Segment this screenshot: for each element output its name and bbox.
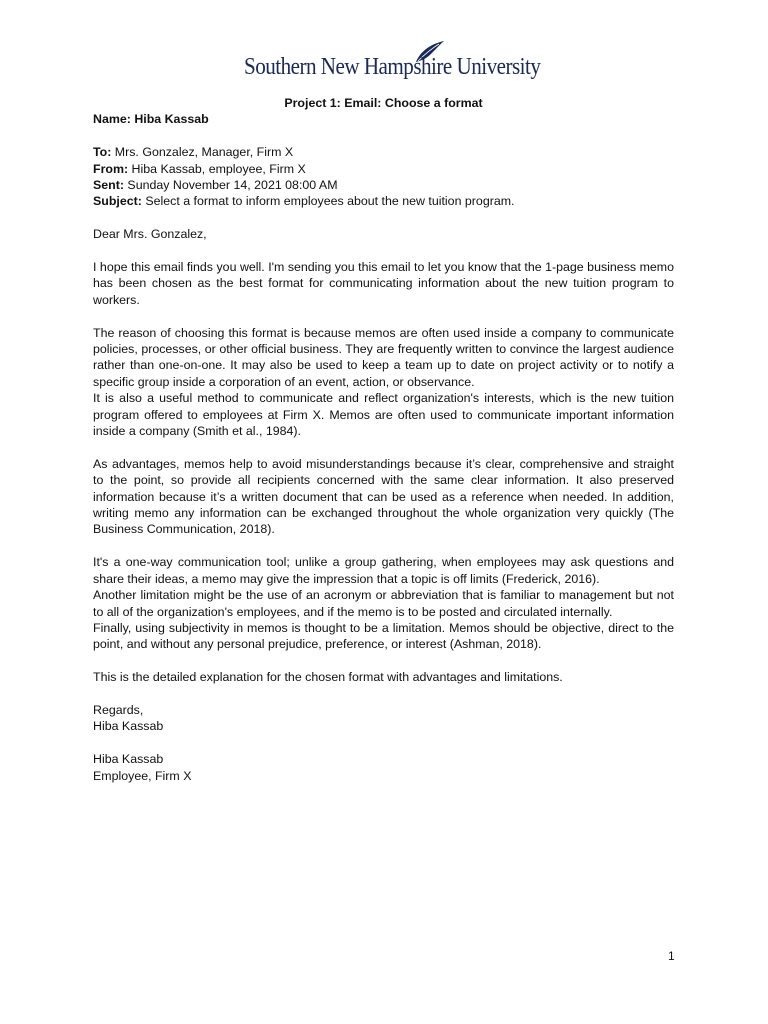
paragraph-subjectivity: Finally, using subjectivity in memos is thought to be a limitation. Memos should be objective, direct to the point, and without any personal prejudice, preference, or interest (Ashman, 2018). <box>93 620 674 652</box>
signature-title: Employee, Firm X <box>93 768 192 783</box>
sent-line <box>93 177 674 193</box>
sent-value: Sunday November 14, 2021 08:00 AM <box>123 178 338 193</box>
to-label: To: <box>93 145 112 160</box>
paragraph-intro: I hope this email finds you well. I'm sending you this email to let you know that the 1-page business memo has been chosen as the best format for communicating information about the new tuition program to workers. <box>93 260 674 307</box>
from-value: Hiba Kassab, employee, Firm X <box>128 161 306 176</box>
paragraph-reason: The reason of choosing this format is because memos are often used inside a company to communicate policies, processes, or other official business. They are frequently written to convince the largest audience rather than one-on-one. It may also be used to keep a team up to date on project activity or to notify a specific group inside a corporation of an event, action, or observance. <box>93 325 674 389</box>
from-line <box>93 161 674 177</box>
regards-name: Hiba Kassab <box>93 719 164 734</box>
paragraph-useful-method: It is also a useful method to communicate and reflect organization's interests, which is the new tuition program offered to employees at Firm X. Memos are often used to communicate important information inside a company (Smith et al., 1984). <box>93 391 674 439</box>
university-logo <box>244 40 541 84</box>
subject-label: Subject: <box>93 194 142 209</box>
subject-value: Select a format to inform employees about the new tuition program. <box>141 194 515 209</box>
to-line <box>93 144 674 160</box>
signature-name: Hiba Kassab <box>93 752 164 767</box>
paragraph-acronym: Another limitation might be the use of an acronym or abbreviation that is familiar to management but not to all of the organization's employees, and if the memo is to be posted and circulated internally. <box>93 588 674 619</box>
salutation: Dear Mrs. Gonzalez, <box>93 227 207 242</box>
paragraph-conclusion: This is the detailed explanation for the chosen format with advantages and limitations. <box>93 670 563 685</box>
paragraph-advantages: As advantages, memos help to avoid misunderstandings because it’s clear, comprehensive and straight to the point, so provide all recipients concerned with the same clear information. It also preserved information because it’s a written document that can be used as a reference when needed. In addition, writing memo any information can be exchanged throughout the whole organization very quickly (The Business Communication, 2018). <box>93 456 674 537</box>
email-header <box>93 144 674 210</box>
regards: Regards, <box>93 702 144 717</box>
page-title: Project 1: Email: Choose a format <box>284 96 483 110</box>
author-name: Name: Hiba Kassab <box>93 112 209 127</box>
email-body <box>93 95 674 784</box>
sent-label: Sent: <box>93 178 124 193</box>
to-value: Mrs. Gonzalez, Manager, Firm X <box>111 145 294 160</box>
university-logo-text: Southern New Hampshire University <box>244 54 541 80</box>
subject-line <box>93 193 674 209</box>
closing <box>93 702 674 784</box>
from-label: From: <box>93 161 129 176</box>
paragraph-one-way: It's a one-way communication tool; unlike a group gathering, when employees may ask questions and share their ideas, a memo may give the impression that a topic is off limits (Frederick, 2016). <box>93 555 674 586</box>
page-number: 1 <box>668 949 675 963</box>
